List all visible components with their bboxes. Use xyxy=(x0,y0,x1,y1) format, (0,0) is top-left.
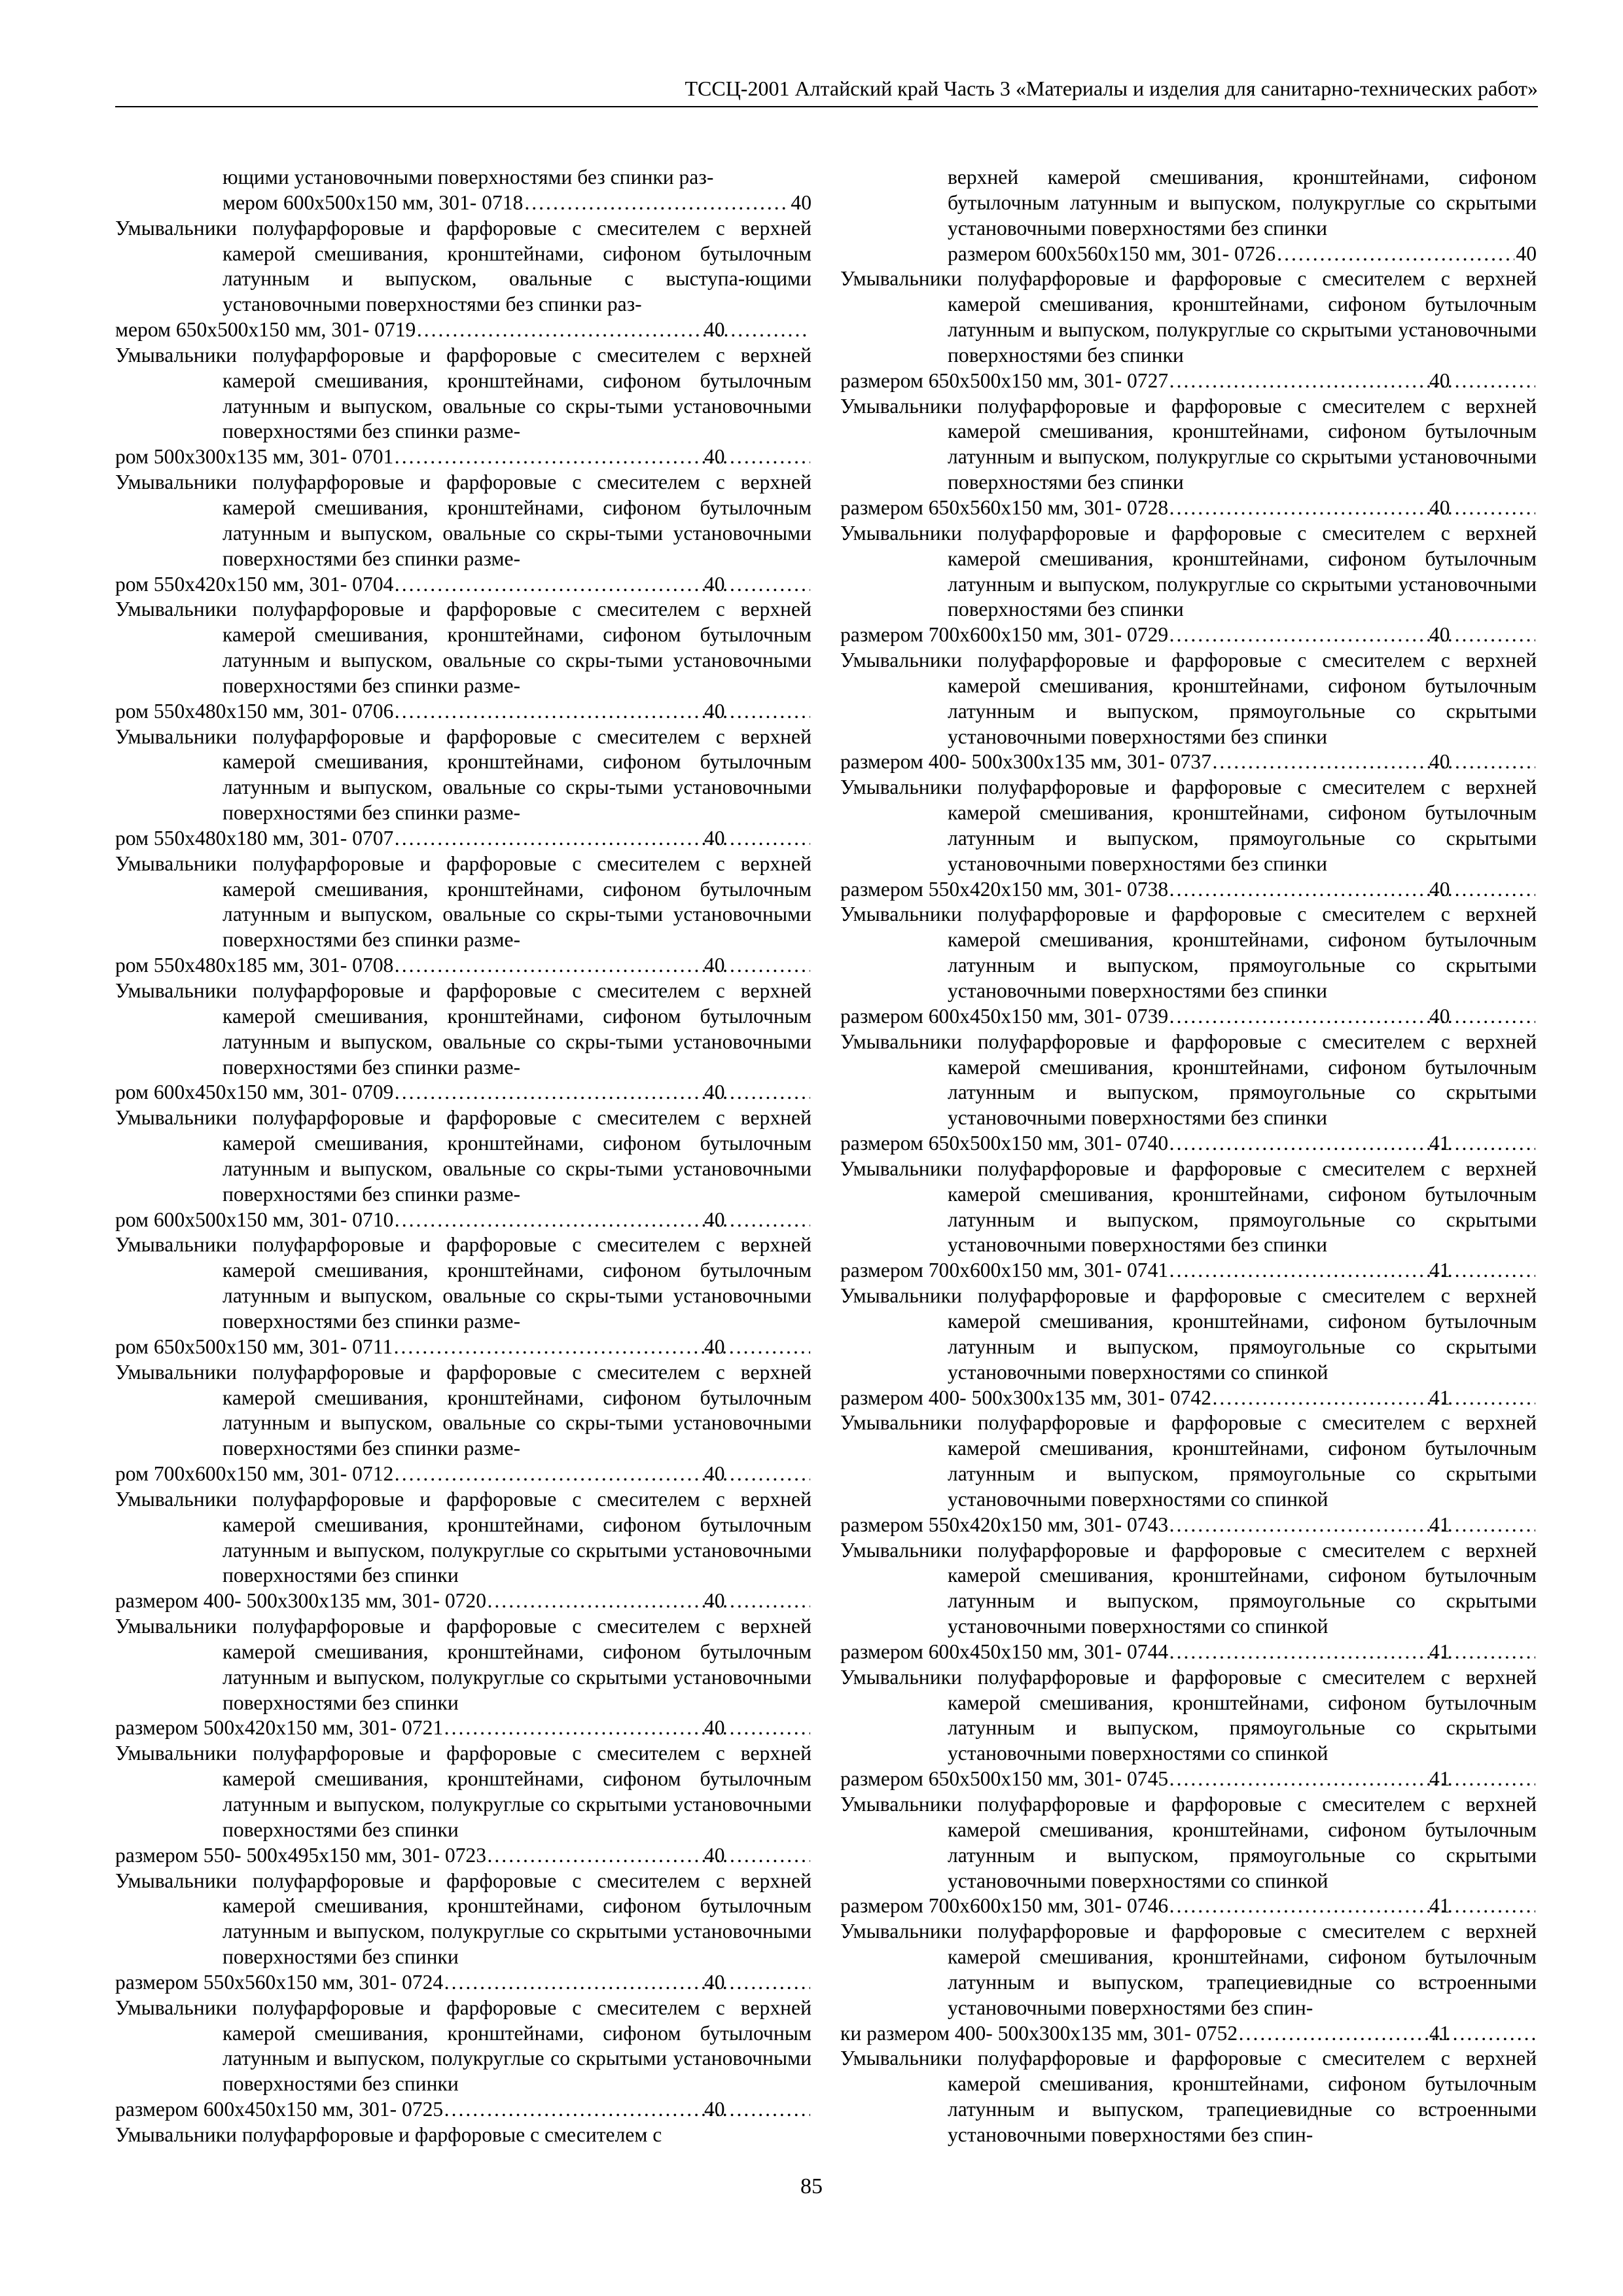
entry-reference-line: ром 550x480x185 мм, 301- 0708 ..... 40 xyxy=(223,953,812,978)
entry-text: Умывальники полуфарфоровые и фарфоровые с смесителем с верхней камерой смешивания, кронштейнами, сифоном бутылочным латунным и выпуском, прямоугольные со скрытыми установочными поверхностями без спинки xyxy=(840,649,1537,748)
entry-reference-line: размером 500x420x150 мм, 301- 0721 ..... 40 xyxy=(223,1715,812,1741)
dot-leader xyxy=(395,1462,810,1487)
dot-leader xyxy=(1169,495,1535,521)
entry-reference-line: размером 700x600x150 мм, 301- 0729 ..... 40 xyxy=(948,622,1537,648)
entry-reference: ром 500x300x135 мм, 301- 0701 xyxy=(115,445,394,469)
dot-leader xyxy=(395,572,810,598)
index-entry xyxy=(115,343,812,470)
entry-text: Умывальники полуфарфоровые и фарфоровые с смесителем с верхней камерой смешивания, кронштейнами, сифоном бутылочным латунным и выпуском, прямоугольные со скрытыми установочными поверхностями со спинкой xyxy=(840,1411,1537,1511)
entry-reference: размером 600x450x150 мм, 301- 0725 xyxy=(115,2098,444,2121)
entry-text: Умывальники полуфарфоровые и фарфоровые с смесителем с верхней камерой смешивания, кронштейнами, сифоном бутылочным латунным и выпуском, прямоугольные со скрытыми установочными поверхностями без спинки xyxy=(840,903,1537,1002)
entry-reference: размером 400- 500x300x135 мм, 301- 0737 xyxy=(840,750,1212,774)
entry-reference-line: размером 400- 500x300x135 мм, 301- 0737 ..... 40 xyxy=(948,749,1537,775)
dot-leader xyxy=(1169,1004,1535,1030)
entry-text: Умывальники полуфарфоровые и фарфоровые с смесителем с xyxy=(115,2123,662,2146)
index-entry xyxy=(115,725,812,852)
entry-text: Умывальники полуфарфоровые и фарфоровые с смесителем с верхней камерой смешивания, кронштейнами, сифоном бутылочным латунным и выпуском, полукруглые со скрытыми установочными поверхностями без спинки xyxy=(115,1487,812,1587)
entry-reference-line: размером 650x500x150 мм, 301- 0740 ..... 41 xyxy=(948,1131,1537,1157)
dot-leader xyxy=(1169,368,1535,394)
entry-reference-line: размером 550x560x150 мм, 301- 0724 ..... 40 xyxy=(223,1970,812,1996)
entry-text: Умывальники полуфарфоровые и фарфоровые с смесителем с верхней камерой смешивания, кронштейнами, сифоном бутылочным латунным и выпуском, трапециевидные со встроенными установочными поверхностями без спин- xyxy=(840,2047,1537,2146)
entry-text: Умывальники полуфарфоровые и фарфоровые с смесителем с верхней камерой смешивания, кронштейнами, сифоном бутылочным латунным и выпуском, овальные со скры-тыми установочными поверхностями без спинки разме- xyxy=(115,471,812,570)
entry-reference: размером 650x560x150 мм, 301- 0728 xyxy=(840,495,1169,519)
dot-leader xyxy=(488,1588,810,1614)
entry-text: Умывальники полуфарфоровые и фарфоровые с смесителем с верхней камерой смешивания, кронштейнами, сифоном бутылочным латунным и выпуском, прямоугольные со скрытыми установочными поверхностями без спинки xyxy=(840,1157,1537,1257)
dot-leader xyxy=(444,1715,810,1741)
dot-leader xyxy=(444,2097,810,2123)
entry-reference-line: размером 650x560x150 мм, 301- 0728 ..... 40 xyxy=(948,495,1537,521)
index-entry xyxy=(840,266,1537,393)
entry-reference: ки размером 400- 500x300x135 мм, 301- 0752 xyxy=(840,2021,1238,2045)
entry-reference: размером 550x560x150 мм, 301- 0724 xyxy=(115,1970,444,1994)
page-number: 85 xyxy=(800,2174,823,2198)
entry-page-number: 40 xyxy=(1516,242,1537,265)
index-entry xyxy=(115,1614,812,1741)
entry-text: Умывальники полуфарфоровые и фарфоровые с смесителем с верхней камерой смешивания, кронштейнами, сифоном бутылочным латунным и выпуском, полукруглые со скрытыми установочными поверхностями без спинки xyxy=(840,521,1537,621)
entry-reference-line: ром 500x300x135 мм, 301- 0701 ..... 40 xyxy=(223,444,812,470)
dot-leader xyxy=(394,1335,810,1360)
dot-leader xyxy=(1169,1767,1535,1792)
entry-text: Умывальники полуфарфоровые и фарфоровые с смесителем с верхней камерой смешивания, кронштейнами, сифоном бутылочным латунным и выпуском, овальные со скры-тыми установочными поверхностями без спинки разме- xyxy=(115,1106,812,1206)
index-entry xyxy=(115,597,812,724)
entry-reference-line: ром 550x480x180 мм, 301- 0707 ..... 40 xyxy=(223,826,812,852)
entry-reference-line: размером 650x500x150 мм, 301- 0727 ..... 40 xyxy=(948,368,1537,394)
index-entry xyxy=(115,470,812,597)
entry-text: Умывальники полуфарфоровые и фарфоровые с смесителем с верхней камерой смешивания, кронштейнами, сифоном бутылочным латунным и выпуском, полукруглые со скрытыми установочными поверхностями без спинки xyxy=(840,267,1537,367)
entry-text: Умывальники полуфарфоровые и фарфоровые с смесителем с верхней камерой смешивания, кронштейнами, сифоном бутылочным латунным и выпуском, овальные с выступа-ющими установочными поверхностями без спинки раз- xyxy=(115,216,812,316)
index-entry xyxy=(115,978,812,1105)
dot-leader xyxy=(395,444,810,470)
entry-text: Умывальники полуфарфоровые и фарфоровые с смесителем с верхней камерой смешивания, кронштейнами, сифоном бутылочным латунным и выпуском, прямоугольные со скрытыми установочными поверхностями со спинкой xyxy=(840,1793,1537,1892)
entry-page-number: 40 xyxy=(791,190,812,214)
entry-reference-line: ром 700x600x150 мм, 301- 0712 ..... 40 xyxy=(223,1462,812,1487)
entry-reference-line: размером 400- 500x300x135 мм, 301- 0720 ..... 40 xyxy=(223,1588,812,1614)
entry-reference: ром 650x500x150 мм, 301- 0711 xyxy=(115,1335,393,1358)
entry-reference: мером 600x500x150 мм, 301- 0718 xyxy=(223,190,524,214)
entry-reference-line: ром 550x480x150 мм, 301- 0706 ..... 40 xyxy=(223,699,812,725)
entry-text: Умывальники полуфарфоровые и фарфоровые с смесителем с верхней камерой смешивания, кронштейнами, сифоном бутылочным латунным и выпуском, полукруглые со скрытыми установочными поверхностями без спинки xyxy=(115,1869,812,1969)
index-entry xyxy=(115,1741,812,1868)
entry-text: Умывальники полуфарфоровые и фарфоровые с смесителем с верхней камерой смешивания, кронштейнами, сифоном бутылочным латунным и выпуском, прямоугольные со скрытыми установочными поверхностями без спинки xyxy=(840,1030,1537,1130)
index-entry xyxy=(840,2046,1537,2147)
entry-text: Умывальники полуфарфоровые и фарфоровые с смесителем с верхней камерой смешивания, кронштейнами, сифоном бутылочным латунным и выпуском, прямоугольные со скрытыми установочными поверхностями без спинки xyxy=(840,776,1537,875)
index-column-right xyxy=(840,165,1537,2148)
dot-leader xyxy=(1169,1258,1535,1283)
index-entry xyxy=(115,165,812,216)
entry-reference-line: размером 600x450x150 мм, 301- 0744 ..... 41 xyxy=(948,1640,1537,1665)
entry-reference-line: размером 700x600x150 мм, 301- 0746 ..... 41 xyxy=(948,1893,1537,1919)
page-header xyxy=(115,71,1538,107)
entry-reference: размером 600x450x150 мм, 301- 0739 xyxy=(840,1004,1169,1028)
entry-text: Умывальники полуфарфоровые и фарфоровые с смесителем с верхней камерой смешивания, кронштейнами, сифоном бутылочным латунным и выпуском, прямоугольные со скрытыми установочными поверхностями со спинкой xyxy=(840,1284,1537,1384)
index-entry xyxy=(115,216,812,343)
entry-reference: размером 400- 500x300x135 мм, 301- 0742 xyxy=(840,1386,1212,1409)
entry-text: ющими установочными поверхностями без спинки раз- xyxy=(223,166,714,188)
entry-text: Умывальники полуфарфоровые и фарфоровые с смесителем с верхней камерой смешивания, кронштейнами, сифоном бутылочным латунным и выпуском, полукруглые со скрытыми установочными поверхностями без спинки xyxy=(115,1615,812,1714)
dot-leader xyxy=(1213,749,1535,775)
entry-reference-line: ром 650x500x150 мм, 301- 0711 ..... 40 xyxy=(223,1335,812,1360)
entry-reference: ром 550x420x150 мм, 301- 0704 xyxy=(115,572,394,596)
entry-reference: мером 650x500x150 мм, 301- 0719 xyxy=(115,318,416,342)
index-entry xyxy=(840,648,1537,775)
index-entry xyxy=(840,902,1537,1029)
entry-reference: размером 550x420x150 мм, 301- 0738 xyxy=(840,877,1169,901)
entry-text: Умывальники полуфарфоровые и фарфоровые с смесителем с верхней камерой смешивания, кронштейнами, сифоном бутылочным латунным и выпуском, полукруглые со скрытыми установочными поверхностями без спинки xyxy=(115,1996,812,2096)
index-entry xyxy=(115,1487,812,1614)
entry-reference-line: ки размером 400- 500x300x135 мм, 301- 0752 ..... 41 xyxy=(948,2021,1537,2047)
dot-leader xyxy=(417,317,810,343)
entry-reference-line: ром 550x420x150 мм, 301- 0704 ..... 40 xyxy=(223,572,812,598)
entry-reference-line: размером 700x600x150 мм, 301- 0741 ..... 41 xyxy=(948,1258,1537,1283)
entry-text: Умывальники полуфарфоровые и фарфоровые с смесителем с верхней камерой смешивания, кронштейнами, сифоном бутылочным латунным и выпуском, овальные со скры-тыми установочными поверхностями без спинки разме- xyxy=(115,343,812,443)
entry-reference: размером 550x420x150 мм, 301- 0743 xyxy=(840,1513,1169,1536)
entry-reference-line: размером 600x450x150 мм, 301- 0725 ..... 40 xyxy=(223,2097,812,2123)
entry-text: Умывальники полуфарфоровые и фарфоровые с смесителем с верхней камерой смешивания, кронштейнами, сифоном бутылочным латунным и выпуском, полукруглые со скрытыми установочными поверхностями без спинки xyxy=(115,1742,812,1841)
dot-leader xyxy=(395,953,810,978)
dot-leader xyxy=(1169,1513,1535,1538)
dot-leader xyxy=(1169,877,1535,903)
dot-leader xyxy=(395,699,810,725)
index-entry xyxy=(840,1030,1537,1157)
entry-reference-line: размером 400- 500x300x135 мм, 301- 0742 ..... 41 xyxy=(948,1386,1537,1411)
entry-text: Умывальники полуфарфоровые и фарфоровые с смесителем с верхней камерой смешивания, кронштейнами, сифоном бутылочным латунным и выпуском, трапециевидные со встроенными установочными поверхностями без спин- xyxy=(840,1920,1537,2019)
index-entry xyxy=(840,1283,1537,1410)
dot-leader xyxy=(1239,2021,1535,2047)
entry-reference-line: мером 650x500x150 мм, 301- 0719 ..... 40 xyxy=(223,317,812,343)
index-column-left xyxy=(115,165,812,2148)
entry-reference: размером 700x600x150 мм, 301- 0746 xyxy=(840,1894,1169,1918)
dot-leader xyxy=(395,1208,810,1233)
entry-reference: размером 700x600x150 мм, 301- 0741 xyxy=(840,1259,1169,1282)
entry-reference: ром 550x480x185 мм, 301- 0708 xyxy=(115,954,394,977)
entry-reference: размером 500x420x150 мм, 301- 0721 xyxy=(115,1716,444,1740)
entry-reference-line: размером 550- 500x495x150 мм, 301- 0723 ..... 40 xyxy=(223,1843,812,1869)
entry-reference-line: размером 550x420x150 мм, 301- 0743 ..... 41 xyxy=(948,1513,1537,1538)
index-entry xyxy=(115,852,812,978)
index-entry xyxy=(840,775,1537,902)
entry-text: Умывальники полуфарфоровые и фарфоровые с смесителем с верхней камерой смешивания, кронштейнами, сифоном бутылочным латунным и выпуском, полукруглые со скрытыми установочными поверхностями без спинки xyxy=(840,394,1537,494)
entry-reference: размером 650x500x150 мм, 301- 0745 xyxy=(840,1767,1169,1791)
index-entry xyxy=(840,165,1537,266)
entry-reference-line xyxy=(948,242,1537,267)
dot-leader xyxy=(395,826,810,852)
entry-reference: размером 650x500x150 мм, 301- 0740 xyxy=(840,1132,1169,1155)
entry-text: Умывальники полуфарфоровые и фарфоровые с смесителем с верхней камерой смешивания, кронштейнами, сифоном бутылочным латунным и выпуском, овальные со скры-тыми установочными поверхностями без спинки разме- xyxy=(115,979,812,1079)
dot-leader xyxy=(1169,1131,1535,1157)
entry-text: Умывальники полуфарфоровые и фарфоровые с смесителем с верхней камерой смешивания, кронштейнами, сифоном бутылочным латунным и выпуском, овальные со скры-тыми установочными поверхностями без спинки разме- xyxy=(115,598,812,697)
index-entry xyxy=(840,521,1537,648)
entry-reference: ром 550x480x180 мм, 301- 0707 xyxy=(115,826,394,850)
index-entry xyxy=(840,1538,1537,1665)
index-entry xyxy=(840,1665,1537,1792)
entry-text: верхней камерой смешивания, кронштейнами, сифоном бутылочным латунным и выпуском, полукруглые со скрытыми установочными поверхностями без спинки xyxy=(948,166,1537,240)
entry-reference: ром 700x600x150 мм, 301- 0712 xyxy=(115,1462,394,1486)
index-entry xyxy=(115,2123,812,2148)
entry-text: Умывальники полуфарфоровые и фарфоровые с смесителем с верхней камерой смешивания, кронштейнами, сифоном бутылочным латунным и выпуском, овальные со скры-тыми установочными поверхностями без спинки разме- xyxy=(115,1233,812,1333)
dot-leader xyxy=(1277,242,1514,267)
entry-reference: размером 700x600x150 мм, 301- 0729 xyxy=(840,623,1169,647)
header-title: ТССЦ-2001 Алтайский край Часть 3 «Материалы и изделия для санитарно-технических работ» xyxy=(685,77,1538,100)
dot-leader xyxy=(1169,1640,1535,1665)
entry-reference: размером 400- 500x300x135 мм, 301- 0720 xyxy=(115,1589,487,1613)
entry-reference-line: размером 650x500x150 мм, 301- 0745 ..... 41 xyxy=(948,1767,1537,1792)
entry-text: Умывальники полуфарфоровые и фарфоровые с смесителем с верхней камерой смешивания, кронштейнами, сифоном бутылочным латунным и выпуском, овальные со скры-тыми установочными поверхностями без спинки разме- xyxy=(115,725,812,825)
entry-reference: размером 550- 500x495x150 мм, 301- 0723 xyxy=(115,1843,487,1867)
dot-leader xyxy=(444,1970,810,1996)
dot-leader xyxy=(1213,1386,1535,1411)
entry-reference-line: размером 550x420x150 мм, 301- 0738 ..... 40 xyxy=(948,877,1537,903)
index-entry xyxy=(115,1105,812,1232)
entry-text: Умывальники полуфарфоровые и фарфоровые с смесителем с верхней камерой смешивания, кронштейнами, сифоном бутылочным латунным и выпуском, прямоугольные со скрытыми установочными поверхностями со спинкой xyxy=(840,1538,1537,1638)
entry-reference-line: ром 600x500x150 мм, 301- 0710 ..... 40 xyxy=(223,1208,812,1233)
entry-reference: ром 600x450x150 мм, 301- 0709 xyxy=(115,1081,394,1104)
index-entry xyxy=(115,1360,812,1487)
dot-leader xyxy=(488,1843,810,1869)
dot-leader xyxy=(524,190,789,216)
entry-text: Умывальники полуфарфоровые и фарфоровые с смесителем с верхней камерой смешивания, кронштейнами, сифоном бутылочным латунным и выпуском, прямоугольные со скрытыми установочными поверхностями со спинкой xyxy=(840,1665,1537,1765)
dot-leader xyxy=(395,1080,810,1105)
index-entry xyxy=(840,1157,1537,1283)
entry-reference-line xyxy=(223,190,812,216)
index-entry xyxy=(840,394,1537,521)
entry-reference: размером 600x560x150 мм, 301- 0726 xyxy=(948,242,1276,265)
entry-text: Умывальники полуфарфоровые и фарфоровые с смесителем с верхней камерой смешивания, кронштейнами, сифоном бутылочным латунным и выпуском, овальные со скры-тыми установочными поверхностями без спинки разме- xyxy=(115,1360,812,1460)
index-entry xyxy=(840,1919,1537,2046)
dot-leader xyxy=(1169,1893,1535,1919)
entry-text: Умывальники полуфарфоровые и фарфоровые с смесителем с верхней камерой смешивания, кронштейнами, сифоном бутылочным латунным и выпуском, овальные со скры-тыми установочными поверхностями без спинки разме- xyxy=(115,852,812,952)
index-entry xyxy=(840,1410,1537,1537)
dot-leader xyxy=(1169,622,1535,648)
entry-reference-line: ром 600x450x150 мм, 301- 0709 ..... 40 xyxy=(223,1080,812,1105)
index-entry xyxy=(115,1996,812,2123)
index-entry xyxy=(115,1869,812,1996)
entry-reference-line: размером 600x450x150 мм, 301- 0739 ..... 40 xyxy=(948,1004,1537,1030)
entry-reference: размером 650x500x150 мм, 301- 0727 xyxy=(840,368,1169,392)
index-entry xyxy=(840,1792,1537,1919)
index-entry xyxy=(115,1232,812,1359)
entry-reference: размером 600x450x150 мм, 301- 0744 xyxy=(840,1640,1169,1663)
entry-reference: ром 550x480x150 мм, 301- 0706 xyxy=(115,699,394,723)
entry-reference: ром 600x500x150 мм, 301- 0710 xyxy=(115,1208,394,1231)
